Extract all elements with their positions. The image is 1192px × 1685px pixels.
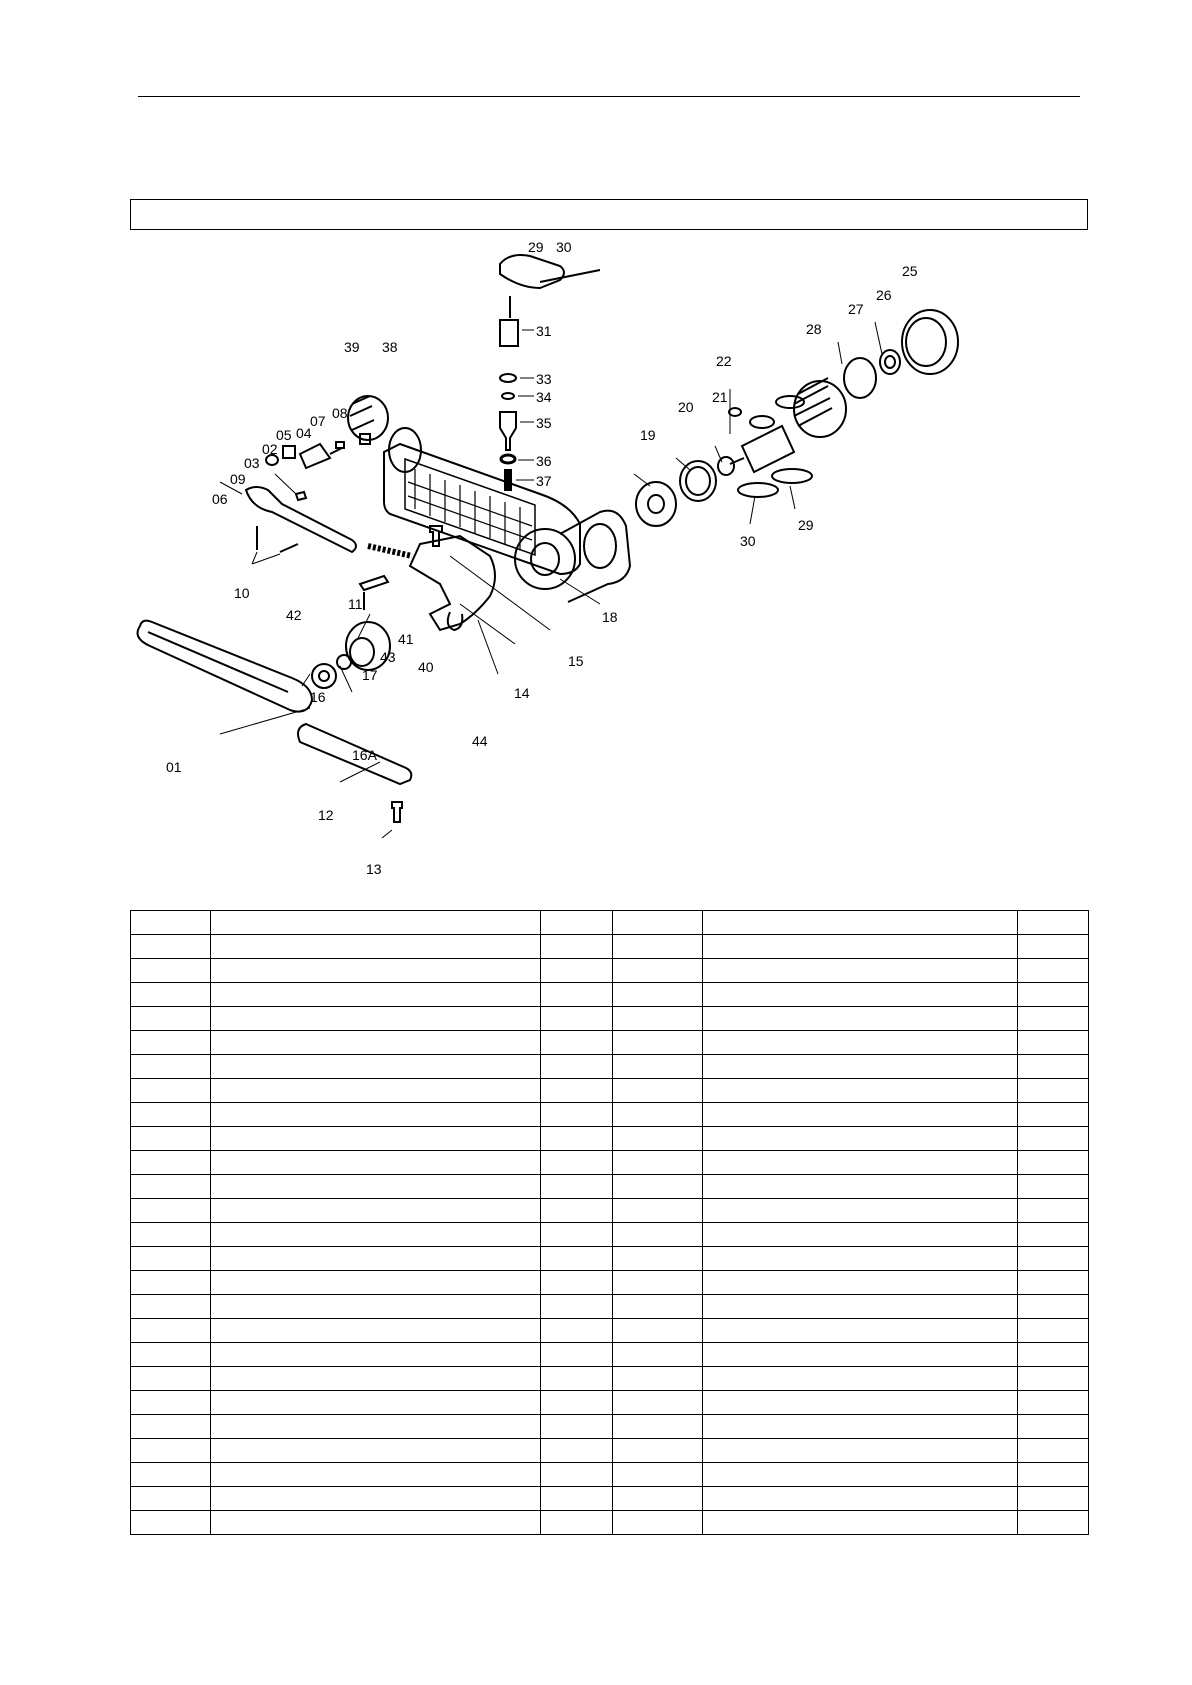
table-cell <box>211 1343 541 1367</box>
table-cell <box>613 911 703 935</box>
table-cell <box>211 1415 541 1439</box>
callout-08: 08 <box>332 405 348 421</box>
table-row <box>131 1055 1089 1079</box>
table-cell <box>613 1127 703 1151</box>
table-cell <box>211 1391 541 1415</box>
table-cell <box>1018 983 1089 1007</box>
part-belt-01 <box>138 621 312 712</box>
table-cell <box>541 1031 613 1055</box>
table-cell <box>613 1031 703 1055</box>
table-cell <box>131 935 211 959</box>
table-row <box>131 1511 1089 1535</box>
callout-01: 01 <box>166 759 182 775</box>
title-box <box>130 199 1088 230</box>
table-row <box>131 1127 1089 1151</box>
table-cell <box>541 1175 613 1199</box>
callout-13: 13 <box>366 861 382 877</box>
table-cell <box>613 1463 703 1487</box>
callout-43: 43 <box>380 649 396 665</box>
table-cell <box>613 1415 703 1439</box>
part-vane-27b <box>772 469 812 483</box>
table-cell <box>613 1103 703 1127</box>
table-cell <box>1018 1463 1089 1487</box>
part-screw-09 <box>296 492 306 500</box>
part-throttle-lever <box>500 255 564 288</box>
table-cell <box>1018 1415 1089 1439</box>
table-cell <box>541 1151 613 1175</box>
callout-40: 40 <box>418 659 434 675</box>
table-cell <box>541 1391 613 1415</box>
table-cell <box>703 1103 1018 1127</box>
callout-42: 42 <box>286 607 302 623</box>
table-row <box>131 1151 1089 1175</box>
table-cell <box>211 1247 541 1271</box>
table-row <box>131 959 1089 983</box>
table-cell <box>211 1271 541 1295</box>
part-vane-27a <box>738 483 778 497</box>
table-row <box>131 1031 1089 1055</box>
table-cell <box>131 1223 211 1247</box>
table-cell <box>541 1319 613 1343</box>
table-cell <box>613 1151 703 1175</box>
table-cell <box>541 1271 613 1295</box>
callout-36: 36 <box>536 453 552 469</box>
table-cell <box>613 1511 703 1535</box>
callout-03: 03 <box>244 455 260 471</box>
table-cell <box>1018 1223 1089 1247</box>
table-cell <box>613 1487 703 1511</box>
table-cell <box>131 1367 211 1391</box>
table-cell <box>211 935 541 959</box>
table-row <box>131 1415 1089 1439</box>
table-cell <box>1018 1391 1089 1415</box>
table-cell <box>703 1487 1018 1511</box>
callout-16a: 16A <box>352 747 377 763</box>
table-cell <box>703 1151 1018 1175</box>
table-cell <box>541 1007 613 1031</box>
table-cell <box>211 1487 541 1511</box>
header-rule <box>138 96 1080 97</box>
table-cell <box>613 983 703 1007</box>
part-pin-37 <box>505 470 511 490</box>
callout-18: 18 <box>602 609 618 625</box>
callout-20: 20 <box>678 399 694 415</box>
table-cell <box>211 983 541 1007</box>
callout-26: 28 <box>806 321 822 337</box>
callout-41: 41 <box>398 631 414 647</box>
callout-25: 27 <box>848 301 864 317</box>
table-cell <box>541 1367 613 1391</box>
table-row <box>131 1319 1089 1343</box>
table-cell <box>541 1463 613 1487</box>
table-cell <box>703 1079 1018 1103</box>
table-cell <box>613 1367 703 1391</box>
table-cell <box>613 1223 703 1247</box>
table-cell <box>1018 1439 1089 1463</box>
table-cell <box>1018 1055 1089 1079</box>
callout-07: 07 <box>310 413 326 429</box>
table-row <box>131 1247 1089 1271</box>
table-cell <box>211 1295 541 1319</box>
table-cell <box>1018 1103 1089 1127</box>
part-endplate-25 <box>844 358 876 398</box>
table-cell <box>613 1439 703 1463</box>
table-cell <box>1018 1295 1089 1319</box>
table-cell <box>1018 1343 1089 1367</box>
table-cell <box>131 1511 211 1535</box>
table-cell <box>703 1223 1018 1247</box>
table-cell <box>613 1055 703 1079</box>
callout-19: 19 <box>640 427 656 443</box>
table-cell <box>541 1487 613 1511</box>
callout-44: 44 <box>472 733 488 749</box>
part-guard-14 <box>410 536 495 630</box>
table-cell <box>1018 1247 1089 1271</box>
table-cell <box>211 1007 541 1031</box>
table-cell <box>613 1247 703 1271</box>
part-bushing-02 <box>283 446 295 458</box>
table-row <box>131 1295 1089 1319</box>
callout-31: 31 <box>536 323 552 339</box>
callout-29: 29 <box>528 239 544 255</box>
table-cell <box>131 1151 211 1175</box>
part-oring-34 <box>502 393 514 399</box>
callout-16: 16 <box>310 689 326 705</box>
table-cell <box>613 935 703 959</box>
callout-labels <box>166 239 918 877</box>
callout-10: 10 <box>234 585 250 601</box>
table-cell <box>703 1391 1018 1415</box>
parts-table-body <box>131 911 1089 1535</box>
table-cell <box>211 1223 541 1247</box>
table-cell <box>211 1127 541 1151</box>
table-cell <box>613 1343 703 1367</box>
part-bearing-19 <box>636 482 676 526</box>
table-row <box>131 1079 1089 1103</box>
table-cell <box>703 1367 1018 1391</box>
table-cell <box>1018 1511 1089 1535</box>
table-cell <box>613 1007 703 1031</box>
table-cell <box>131 1055 211 1079</box>
table-cell <box>541 911 613 935</box>
table-cell <box>1018 1151 1089 1175</box>
table-row <box>131 1463 1089 1487</box>
table-cell <box>131 1439 211 1463</box>
table-cell <box>131 1199 211 1223</box>
table-cell <box>1018 911 1089 935</box>
part-spring-11 <box>368 546 412 556</box>
part-washer-21 <box>718 457 734 475</box>
callout-21: 21 <box>712 389 728 405</box>
table-cell <box>1018 1031 1089 1055</box>
table-cell <box>131 983 211 1007</box>
part-bearing-16 <box>312 664 336 688</box>
table-cell <box>211 1367 541 1391</box>
table-cell <box>541 1223 613 1247</box>
table-cell <box>1018 1367 1089 1391</box>
part-nut-07 <box>336 442 344 448</box>
table-cell <box>131 1127 211 1151</box>
table-cell <box>131 1031 211 1055</box>
callout-15: 15 <box>568 653 584 669</box>
table-cell <box>703 1415 1018 1439</box>
callout-35: 35 <box>536 415 552 431</box>
table-cell <box>541 1079 613 1103</box>
part-bearing-24 <box>880 350 900 374</box>
table-cell <box>211 1175 541 1199</box>
table-cell <box>211 1079 541 1103</box>
callout-02: 02 <box>262 441 278 457</box>
exploded-parts-diagram <box>130 234 1088 894</box>
table-cell <box>613 1175 703 1199</box>
callout-12: 12 <box>318 807 334 823</box>
table-cell <box>703 1055 1018 1079</box>
parts-table <box>130 910 1089 1535</box>
table-cell <box>703 911 1018 935</box>
callout-22: 22 <box>716 353 732 369</box>
table-cell <box>703 1295 1018 1319</box>
table-cell <box>613 1319 703 1343</box>
table-cell <box>541 983 613 1007</box>
table-cell <box>541 1055 613 1079</box>
callout-09: 09 <box>230 471 246 487</box>
callout-11: 11 <box>348 596 363 612</box>
callout-17: 17 <box>362 667 378 683</box>
table-cell <box>1018 1079 1089 1103</box>
callout-33: 33 <box>536 371 552 387</box>
table-row <box>131 1103 1089 1127</box>
table-cell <box>1018 1175 1089 1199</box>
table-cell <box>1018 1487 1089 1511</box>
table-cell <box>211 959 541 983</box>
part-pin-30 <box>540 270 600 282</box>
table-cell <box>541 1247 613 1271</box>
table-cell <box>613 1079 703 1103</box>
table-cell <box>703 959 1018 983</box>
table-cell <box>613 1391 703 1415</box>
table-cell <box>131 1007 211 1031</box>
table-cell <box>703 1199 1018 1223</box>
table-cell <box>211 911 541 935</box>
table-cell <box>703 983 1018 1007</box>
table-cell <box>541 935 613 959</box>
table-cell <box>541 1439 613 1463</box>
table-cell <box>211 1463 541 1487</box>
table-cell <box>131 1271 211 1295</box>
callout-14: 14 <box>514 685 530 701</box>
table-cell <box>703 1175 1018 1199</box>
table-cell <box>703 1007 1018 1031</box>
table-row <box>131 983 1089 1007</box>
callout-28: 30 <box>740 533 756 549</box>
table-cell <box>211 1103 541 1127</box>
part-gear-23 <box>902 310 958 374</box>
callout-23: 25 <box>902 263 918 279</box>
part-oring-33 <box>500 374 516 382</box>
part-pin-10b <box>280 544 298 552</box>
part-bracket-05 <box>300 444 330 468</box>
callout-04: 04 <box>296 425 312 441</box>
table-row <box>131 935 1089 959</box>
part-head-18 <box>515 529 575 589</box>
table-cell <box>613 1271 703 1295</box>
table-row <box>131 1223 1089 1247</box>
table-cell <box>703 1319 1018 1343</box>
callout-27: 29 <box>798 517 814 533</box>
table-cell <box>131 1319 211 1343</box>
table-row <box>131 1175 1089 1199</box>
table-cell <box>541 1343 613 1367</box>
table-cell <box>211 1151 541 1175</box>
table-cell <box>613 1199 703 1223</box>
table-cell <box>1018 1127 1089 1151</box>
table-cell <box>131 1391 211 1415</box>
table-cell <box>703 1271 1018 1295</box>
table-row <box>131 1199 1089 1223</box>
table-row <box>131 1367 1089 1391</box>
callout-39: 39 <box>344 339 360 355</box>
part-washer-16a <box>337 655 351 669</box>
table-cell <box>131 1415 211 1439</box>
table-cell <box>541 1127 613 1151</box>
part-rotor-28 <box>742 426 794 472</box>
table-cell <box>131 1175 211 1199</box>
table-cell <box>541 959 613 983</box>
table-cell <box>131 959 211 983</box>
callout-34: 34 <box>536 389 552 405</box>
callout-38: 38 <box>382 339 398 355</box>
callout-30: 30 <box>556 239 572 255</box>
table-row <box>131 1439 1089 1463</box>
table-cell <box>703 935 1018 959</box>
table-cell <box>131 1079 211 1103</box>
table-cell <box>541 1415 613 1439</box>
table-cell <box>541 1103 613 1127</box>
table-cell <box>131 1295 211 1319</box>
table-cell <box>211 1031 541 1055</box>
table-row <box>131 1487 1089 1511</box>
table-cell <box>1018 1199 1089 1223</box>
table-cell <box>703 1439 1018 1463</box>
table-cell <box>1018 1007 1089 1031</box>
table-cell <box>211 1511 541 1535</box>
table-cell <box>131 1343 211 1367</box>
table-cell <box>703 1031 1018 1055</box>
part-valve-stem-35 <box>500 412 516 450</box>
table-cell <box>703 1463 1018 1487</box>
table-row <box>131 1271 1089 1295</box>
table-cell <box>211 1319 541 1343</box>
table-row <box>131 911 1089 935</box>
table-cell <box>613 959 703 983</box>
part-arm-06 <box>246 487 356 552</box>
table-cell <box>703 1343 1018 1367</box>
table-cell <box>541 1295 613 1319</box>
part-tab-44 <box>448 612 463 630</box>
table-row <box>131 1343 1089 1367</box>
table-cell <box>131 911 211 935</box>
table-cell <box>131 1463 211 1487</box>
table-cell <box>211 1055 541 1079</box>
table-cell <box>703 1127 1018 1151</box>
part-latch-40 <box>360 576 388 590</box>
table-cell <box>703 1247 1018 1271</box>
table-row <box>131 1007 1089 1031</box>
table-cell <box>613 1295 703 1319</box>
table-row <box>131 1391 1089 1415</box>
table-cell <box>211 1199 541 1223</box>
table-cell <box>703 1511 1018 1535</box>
table-cell <box>131 1487 211 1511</box>
table-cell <box>541 1511 613 1535</box>
table-cell <box>211 1439 541 1463</box>
table-cell <box>1018 935 1089 959</box>
callout-05: 05 <box>276 427 292 443</box>
callout-37: 37 <box>536 473 552 489</box>
table-cell <box>1018 959 1089 983</box>
part-screw-13 <box>392 802 402 822</box>
callout-06: 06 <box>212 491 228 507</box>
table-cell <box>541 1199 613 1223</box>
table-cell <box>131 1247 211 1271</box>
part-ring-36 <box>501 455 515 463</box>
callout-24: 26 <box>876 287 892 303</box>
table-cell <box>1018 1271 1089 1295</box>
table-cell <box>131 1103 211 1127</box>
part-valve-31 <box>500 320 518 346</box>
table-cell <box>1018 1319 1089 1343</box>
